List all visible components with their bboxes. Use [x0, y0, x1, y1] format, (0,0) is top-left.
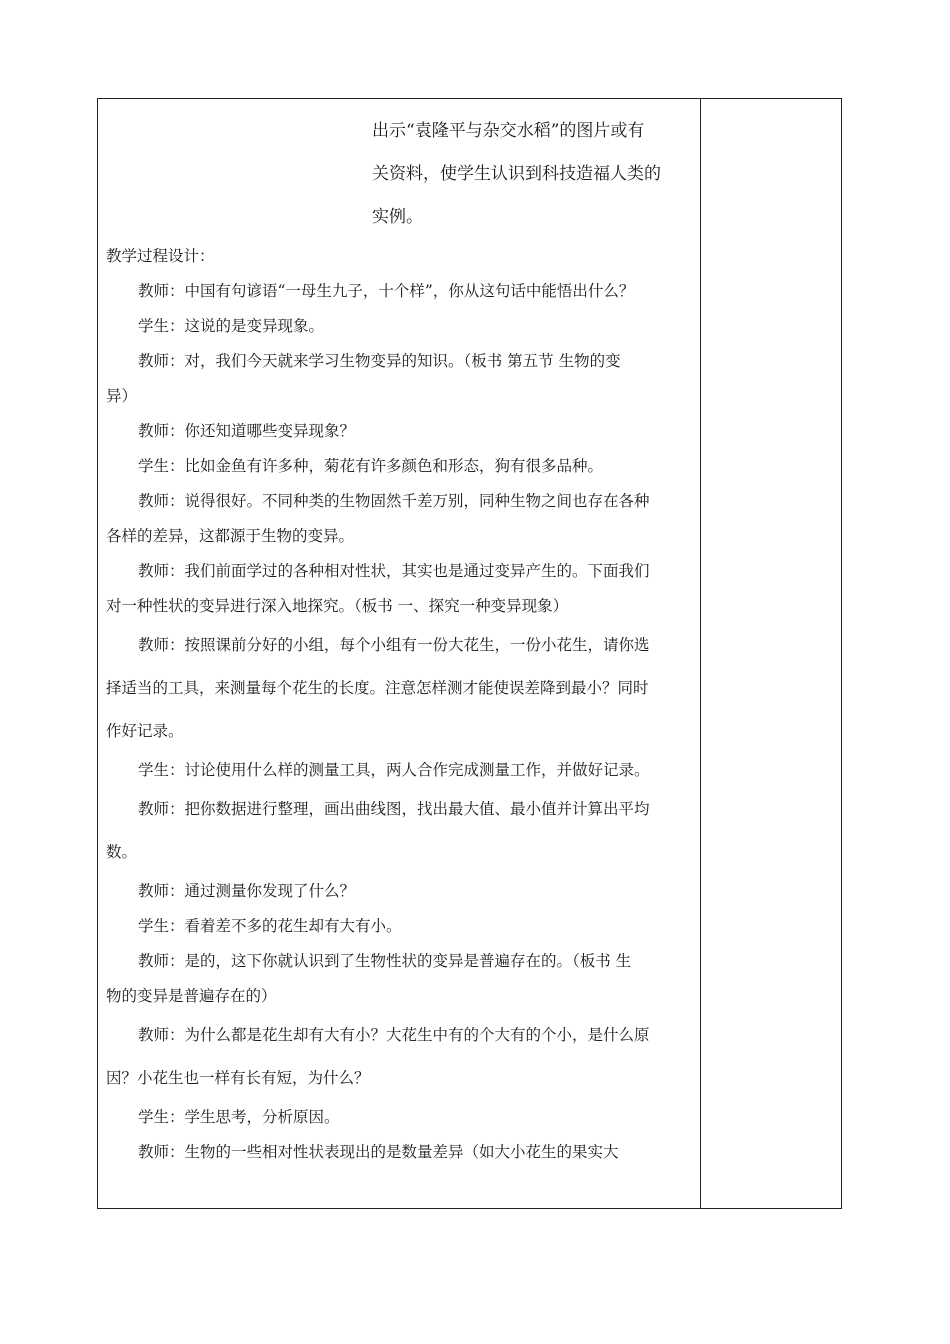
paragraph-line: 因？小花生也一样有长有短，为什么？ — [106, 1069, 370, 1087]
paragraph — [106, 944, 696, 1014]
paragraph-line: 学生：比如金鱼有许多种，菊花有许多颜色和形态，狗有很多品种。 — [138, 457, 604, 475]
paragraph-line: 教师：是的，这下你就认识到了生物性状的变异是普遍存在的。（板书 生 — [138, 952, 632, 970]
paragraph — [106, 874, 696, 909]
paragraph-line: 对一种性状的变异进行深入地探究。（板书 一、探究一种变异现象） — [106, 597, 569, 615]
paragraph-line: 教师：为什么都是花生却有大有小？大花生中有的个大有的个小，是什么原 — [138, 1026, 650, 1044]
paragraph-line: 学生：讨论使用什么样的测量工具，两人合作完成测量工作，并做好记录。 — [138, 761, 650, 779]
paragraph — [106, 1135, 696, 1170]
paragraph-line: 教师：我们前面学过的各种相对性状，其实也是通过变异产生的。下面我们 — [138, 562, 650, 580]
paragraph — [106, 484, 696, 554]
paragraph-line: 学生：看着差不多的花生却有大有小。 — [138, 917, 402, 935]
paragraph — [106, 788, 696, 874]
lesson-process-section — [106, 239, 696, 1170]
intro-cell — [372, 110, 702, 239]
paragraph — [106, 1100, 696, 1135]
paragraph-line: 教师：对，我们今天就来学习生物变异的知识。（板书 第五节 生物的变 — [138, 352, 621, 370]
intro-line: 实例。 — [372, 207, 423, 227]
paragraph-line: 异） — [106, 387, 138, 405]
paragraph — [106, 414, 696, 449]
paragraph — [106, 344, 696, 414]
paragraph-line: 作好记录。 — [106, 722, 184, 740]
paragraph — [106, 309, 696, 344]
paragraph — [106, 624, 696, 753]
paragraph-line: 学生：学生思考，分析原因。 — [138, 1108, 340, 1126]
intro-line: 出示“袁隆平与杂交水稻”的图片或有 — [372, 121, 645, 141]
paragraph — [106, 274, 696, 309]
intro-line: 关资料，使学生认识到科技造福人类的 — [372, 164, 661, 184]
paragraph-line: 学生：这说的是变异现象。 — [138, 317, 325, 335]
paragraph-line: 教师：通过测量你发现了什么？ — [138, 882, 356, 900]
paragraph — [106, 1014, 696, 1100]
paragraph-line: 教师：说得很好。不同种类的生物固然千差万别，同种生物之间也存在各种 — [138, 492, 650, 510]
paragraph-line: 教师：生物的一些相对性状表现出的是数量差异（如大小花生的果实大 — [138, 1143, 619, 1161]
paragraph-line: 教师：把你数据进行整理，画出曲线图，找出最大值、最小值并计算出平均 — [138, 800, 650, 818]
section-heading: 教学过程设计： — [106, 247, 215, 265]
paragraph-line: 数。 — [106, 843, 138, 861]
paragraph — [106, 753, 696, 788]
paragraph-line: 择适当的工具，来测量每个花生的长度。注意怎样测才能使误差降到最小？同时 — [106, 679, 649, 697]
paragraph-line: 物的变异是普遍存在的） — [106, 987, 277, 1005]
paragraph — [106, 449, 696, 484]
paragraph — [106, 909, 696, 944]
paragraph — [106, 554, 696, 624]
paragraph-line: 教师：你还知道哪些变异现象？ — [138, 422, 356, 440]
paragraph-line: 教师：中国有句谚语“一母生九子，十个样”，你从这句话中能悟出什么？ — [138, 282, 635, 300]
paragraph-line: 各样的差异，这都源于生物的变异。 — [106, 527, 355, 545]
paragraph-line: 教师：按照课前分好的小组，每个小组有一份大花生，一份小花生，请你选 — [138, 636, 650, 654]
table-column-divider — [700, 98, 701, 1209]
